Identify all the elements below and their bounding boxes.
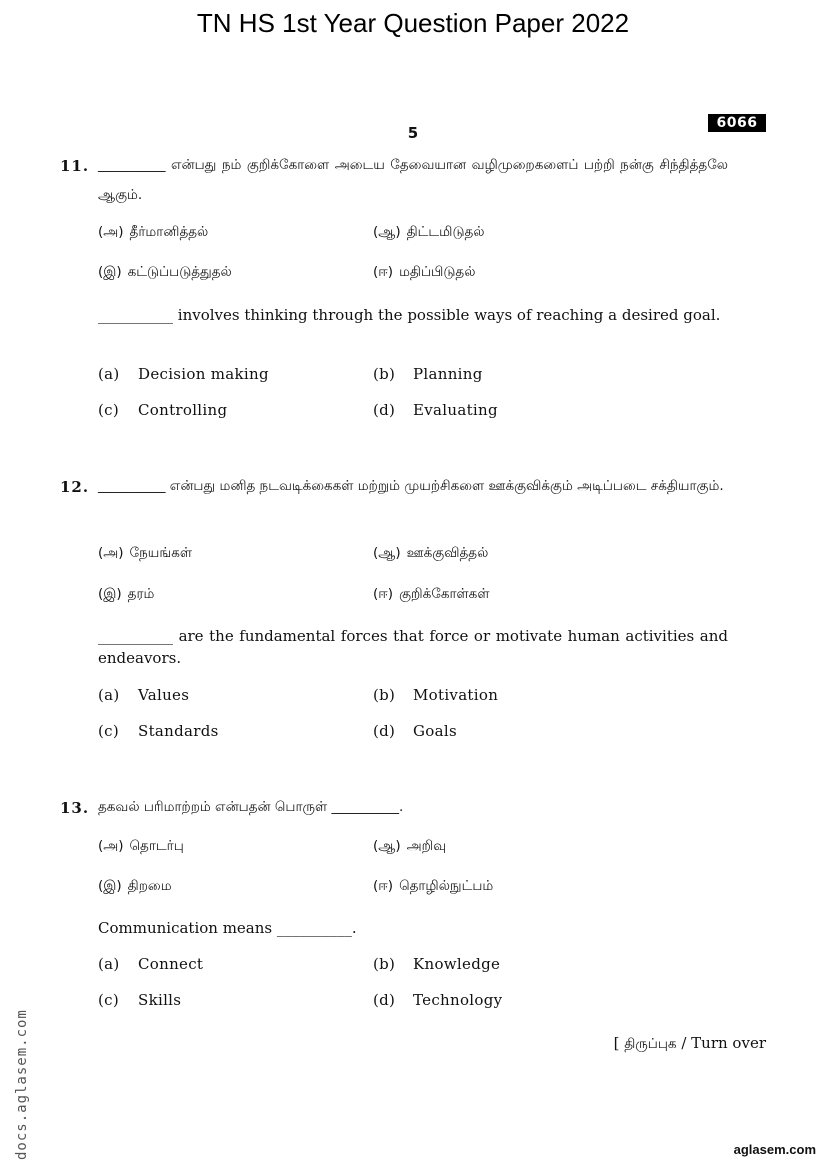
question-tamil-text: தகவல் பரிமாற்றம் என்பதன் பொருள் __________. bbox=[98, 799, 404, 815]
option-english-d: (d) Evaluating bbox=[373, 401, 498, 419]
option-tamil-d: (ஈ) தொழில்நுட்பம் bbox=[373, 878, 494, 894]
option-tamil-c: (இ) தரம் bbox=[98, 586, 155, 602]
paper-code-badge: 6066 bbox=[708, 114, 766, 132]
brand-watermark: aglasem.com bbox=[733, 1142, 816, 1157]
option-english-a: (a) Values bbox=[98, 686, 190, 704]
question-english-text: __________ are the fundamental forces that force or motivate human activities and endeavors. bbox=[98, 627, 728, 667]
option-tamil-d: (ஈ) மதிப்பிடுதல் bbox=[373, 264, 476, 280]
option-tamil-c: (இ) திறமை bbox=[98, 878, 172, 894]
page-number: 5 bbox=[407, 124, 419, 142]
option-english-b: (b) Planning bbox=[373, 365, 483, 383]
option-tamil-b: (ஆ) ஊக்குவித்தல் bbox=[373, 545, 489, 561]
question-tamil-text: __________ என்பது நம் குறிக்கோளை அடைய தேவையான வழிமுறைகளைப் பற்றி நன்கு சிந்தித்தலே ஆகும். bbox=[98, 157, 728, 203]
option-english-a: (a) Decision making bbox=[98, 365, 269, 383]
option-english-a: (a) Connect bbox=[98, 955, 204, 973]
option-english-d: (d) Technology bbox=[373, 991, 503, 1009]
option-tamil-a: (அ) தொடர்பு bbox=[98, 838, 184, 854]
option-tamil-b: (ஆ) அறிவு bbox=[373, 838, 447, 854]
option-tamil-b: (ஆ) திட்டமிடுதல் bbox=[373, 224, 485, 240]
question-english-text: __________ involves thinking through the possible ways of reaching a desired goal. bbox=[98, 306, 721, 324]
option-english-b: (b) Motivation bbox=[373, 686, 499, 704]
question-number: 11. bbox=[60, 157, 90, 175]
option-tamil-a: (அ) தீர்மானித்தல் bbox=[98, 224, 209, 240]
question-number: 12. bbox=[60, 478, 90, 496]
side-watermark: docs.aglasem.com bbox=[14, 1009, 30, 1160]
option-tamil-d: (ஈ) குறிக்கோள்கள் bbox=[373, 586, 490, 602]
question-number: 13. bbox=[60, 799, 90, 817]
option-tamil-c: (இ) கட்டுப்படுத்துதல் bbox=[98, 264, 232, 280]
option-english-b: (b) Knowledge bbox=[373, 955, 501, 973]
option-english-c: (c) Skills bbox=[98, 991, 182, 1009]
option-english-c: (c) Controlling bbox=[98, 401, 228, 419]
option-english-c: (c) Standards bbox=[98, 722, 219, 740]
option-english-d: (d) Goals bbox=[373, 722, 457, 740]
page-header-title: TN HS 1st Year Question Paper 2022 bbox=[196, 8, 630, 38]
question-english-text: Communication means __________. bbox=[98, 919, 357, 937]
turn-over-note: [ திருப்புக / Turn over bbox=[613, 1034, 766, 1052]
question-tamil-text: __________ என்பது மனித நடவடிக்கைகள் மற்றும் முயற்சிகளை ஊக்குவிக்கும் அடிப்படை சக்தியாகும். bbox=[98, 478, 724, 494]
option-tamil-a: (அ) நேயங்கள் bbox=[98, 545, 193, 561]
